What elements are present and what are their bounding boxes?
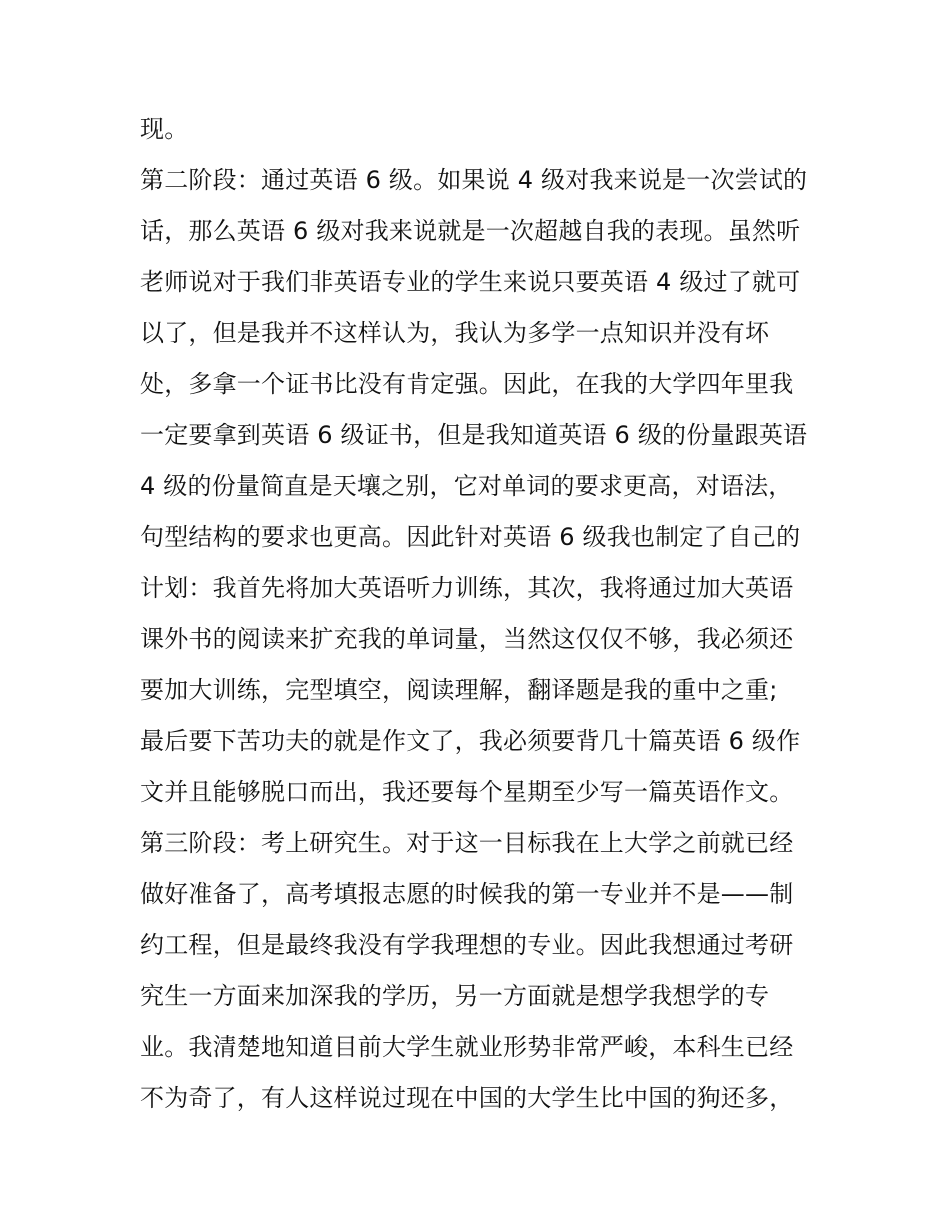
text-line: 句型结构的要求也更高。因此针对英语 6 级我也制定了自己的 bbox=[140, 523, 801, 551]
text-line: 处，多拿一个证书比没有肯定强。因此，在我的大学四年里我 bbox=[140, 370, 794, 398]
text-line: 要加大训练，完型填空，阅读理解，翻译题是我的重中之重; bbox=[140, 676, 778, 704]
text-line: 文并且能够脱口而出，我还要每个星期至少写一篇英语作文。 bbox=[140, 778, 794, 806]
text-line: 第二阶段：通过英语 6 级。如果说 4 级对我来说是一次尝试的 bbox=[140, 166, 808, 194]
text-line: 不为奇了，有人这样说过现在中国的大学生比中国的狗还多， bbox=[140, 1084, 794, 1112]
text-line: 最后要下苦功夫的就是作文了，我必须要背几十篇英语 6 级作 bbox=[140, 727, 801, 755]
text-line: 现。 bbox=[140, 115, 189, 143]
text-line: 约工程，但是最终我没有学我理想的专业。因此我想通过考研 bbox=[140, 931, 794, 959]
text-line: 究生一方面来加深我的学历，另一方面就是想学我想学的专 bbox=[140, 982, 770, 1010]
text-line: 课外书的阅读来扩充我的单词量，当然这仅仅不够，我必须还 bbox=[140, 625, 794, 653]
text-line: 一定要拿到英语 6 级证书，但是我知道英语 6 级的份量跟英语 bbox=[140, 421, 808, 449]
body-text bbox=[140, 107, 820, 1127]
text-line: 做好准备了，高考填报志愿的时候我的第一专业并不是——制 bbox=[140, 880, 794, 908]
text-line: 第三阶段：考上研究生。对于这一目标我在上大学之前就已经 bbox=[140, 829, 794, 857]
text-line: 老师说对于我们非英语专业的学生来说只要英语 4 级过了就可 bbox=[140, 268, 801, 296]
text-line: 业。我清楚地知道目前大学生就业形势非常严峻，本科生已经 bbox=[140, 1033, 794, 1061]
text-line: 话，那么英语 6 级对我来说就是一次超越自我的表现。虽然听 bbox=[140, 217, 801, 245]
text-line: 计划：我首先将加大英语听力训练，其次，我将通过加大英语 bbox=[140, 574, 794, 602]
text-line: 以了，但是我并不这样认为，我认为多学一点知识并没有坏 bbox=[140, 319, 770, 347]
text-line: 4 级的份量简直是天壤之别，它对单词的要求更高，对语法， bbox=[140, 472, 793, 500]
